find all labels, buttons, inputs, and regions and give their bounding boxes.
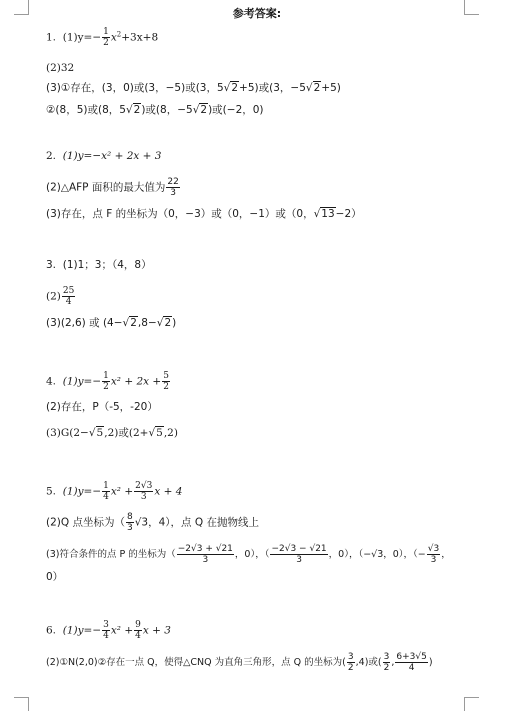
numerator: 1 [103,371,109,381]
answer-5-part-1 [46,481,182,502]
answer-6-part-2 [46,652,433,673]
fraction [102,620,110,641]
text: (2)△AFP 面积的最大值为 [46,181,166,194]
numerator: 25 [62,286,75,296]
text: x² + 2x + [110,375,162,388]
fraction [383,652,391,673]
text: (3)符合条件的点 P 的坐标为（ [46,549,176,560]
numerator: 5 [163,371,169,381]
crop-mark [28,697,29,711]
text: (1)y=− [62,375,102,388]
radicand: 2 [130,317,137,329]
radicand: 5 [156,427,163,439]
fraction [427,544,440,565]
radicand: 2 [133,104,141,116]
text: ) [428,657,433,668]
question-number: 3. [46,259,57,271]
text: (3)①存在，(3，0)或(3，−5)或(3，5 [46,82,224,94]
text: ,4)或( [355,657,382,668]
text: −2） [335,208,362,220]
fraction [102,481,110,502]
answer-6-part-1 [46,620,171,641]
text: (1)y=−x² + 2x + 3 [62,150,162,162]
text: ， [441,549,451,560]
fraction [102,371,110,392]
crop-mark [14,697,29,698]
fraction [134,481,153,502]
answer-4-part-1 [46,371,171,392]
numerator: √3 [427,544,440,554]
crop-mark [464,697,465,711]
text: ,8− [137,317,157,329]
text: +5) [321,82,341,94]
fraction [347,652,355,673]
numerator: 2√3 [135,481,153,491]
answer-3-part-2 [46,286,76,307]
fraction [126,512,134,533]
denominator: 3 [296,555,302,565]
text: , [391,657,395,668]
text: (3)G(2− [46,427,89,439]
answer-1-part-1 [46,27,158,48]
answer-3-part-1 [46,258,152,272]
text: x + 4 [154,485,183,498]
answer-4-part-2: (2)存在，P（-5，-20） [46,401,158,413]
radical: √5 [148,427,163,439]
radicand: 5 [96,427,104,439]
radicand: 2 [200,104,208,116]
text: ) [172,317,177,329]
page-title: 参考答案: [232,7,282,20]
answer-2-part-2 [46,177,181,198]
radicand: 2 [313,82,321,94]
question-number: 4. [46,375,57,388]
radical: √2 [305,82,321,94]
text: ,2) [163,427,178,439]
answer-1-part-2: (2)32 [46,62,75,74]
denominator: 3 [170,188,176,198]
denominator: 3 [140,492,147,502]
question-number: 6. [46,624,57,637]
numerator: 3 [383,652,390,662]
text: x [110,31,117,44]
text: ，0），（ [234,549,270,560]
radicand: 2 [164,317,172,329]
fraction [102,27,110,48]
text: (1)y=− [62,31,102,44]
answer-2-part-3 [46,207,362,221]
radical: √5 [88,427,104,439]
answer-2-part-1 [46,149,161,163]
answer-5-part-2 [46,512,259,533]
numerator: 1 [103,27,109,37]
answer-5-part-3 [46,544,451,565]
text: +5)或(3，−5 [239,82,306,94]
numerator: 8 [126,512,133,522]
text: (1)y=− [62,624,102,637]
text: (3)存在，点 F 的坐标为（0，−3）或（0，−1）或（0， [46,208,314,220]
exponent: 2 [116,30,122,39]
answer-1-part-3 [46,81,341,95]
fraction [162,371,170,392]
text: (1)1；3；（4，8） [62,259,152,271]
text: (2,6) 或 (4− [60,317,123,329]
answer-3-part-3 [46,316,176,330]
fraction [134,620,142,641]
radicand: 13 [321,208,335,220]
text: (2)Q 点坐标为（ [46,516,125,529]
text: +3x+8 [121,31,159,44]
numerator: 1 [103,481,109,491]
radical: √2 [192,104,208,116]
denominator: 2 [383,663,390,673]
text: √3，4），点 Q 在抛物线上 [134,516,259,529]
fraction [395,652,427,673]
numerator: 6+3√5 [396,652,427,662]
denominator: 2 [347,663,354,673]
answer-5-part-3-continued: 0） [46,571,64,583]
text: ，0），（−√3，0），（− [328,549,426,560]
numerator: 3 [347,652,354,662]
radical: √2 [125,104,141,116]
text: )或(−2，0) [208,104,264,116]
question-number: 2. [46,150,57,162]
numerator: 22 [167,177,179,187]
text: x² + [110,624,134,637]
question-number: 1. [46,31,57,44]
text: x² + [110,485,134,498]
text: ,2)或(2+ [104,427,149,439]
text: )或(8，−5 [141,104,193,116]
text: (1)y=− [62,485,102,498]
answer-1-part-4 [46,103,264,117]
denominator: 4 [408,663,415,673]
numerator: −2√3 − √21 [271,544,327,554]
fraction [270,544,327,565]
text: x + 3 [142,624,171,637]
denominator: 2 [103,382,109,392]
crop-mark [464,697,479,698]
fraction [177,544,234,565]
denominator: 4 [135,631,141,641]
radical: √2 [156,317,172,329]
fraction [62,286,75,307]
radicand: 2 [231,82,239,94]
radical: √2 [223,82,239,94]
radical: √2 [122,317,137,329]
numerator: 9 [135,620,141,630]
fraction [166,177,179,198]
denominator: 2 [103,38,109,48]
denominator: 4 [103,492,109,502]
denominator: 4 [103,631,109,641]
denominator: 2 [163,382,169,392]
denominator: 4 [65,297,72,307]
text: (2) [46,290,61,303]
text: ②(8，5)或(8，5 [46,104,126,116]
denominator: 3 [126,523,133,533]
numerator: 3 [103,620,109,630]
question-number: 5. [46,485,57,498]
text: (2)①N(2,0)②存在一点 Q，使得△CNQ 为直角三角形，点 Q 的坐标为( [46,657,346,668]
numerator: −2√3 + √21 [177,544,233,554]
denominator: 3 [430,555,437,565]
text: (3) [46,317,61,329]
radical: √13 [313,208,335,220]
answer-4-part-3 [46,426,178,440]
denominator: 3 [202,555,209,565]
